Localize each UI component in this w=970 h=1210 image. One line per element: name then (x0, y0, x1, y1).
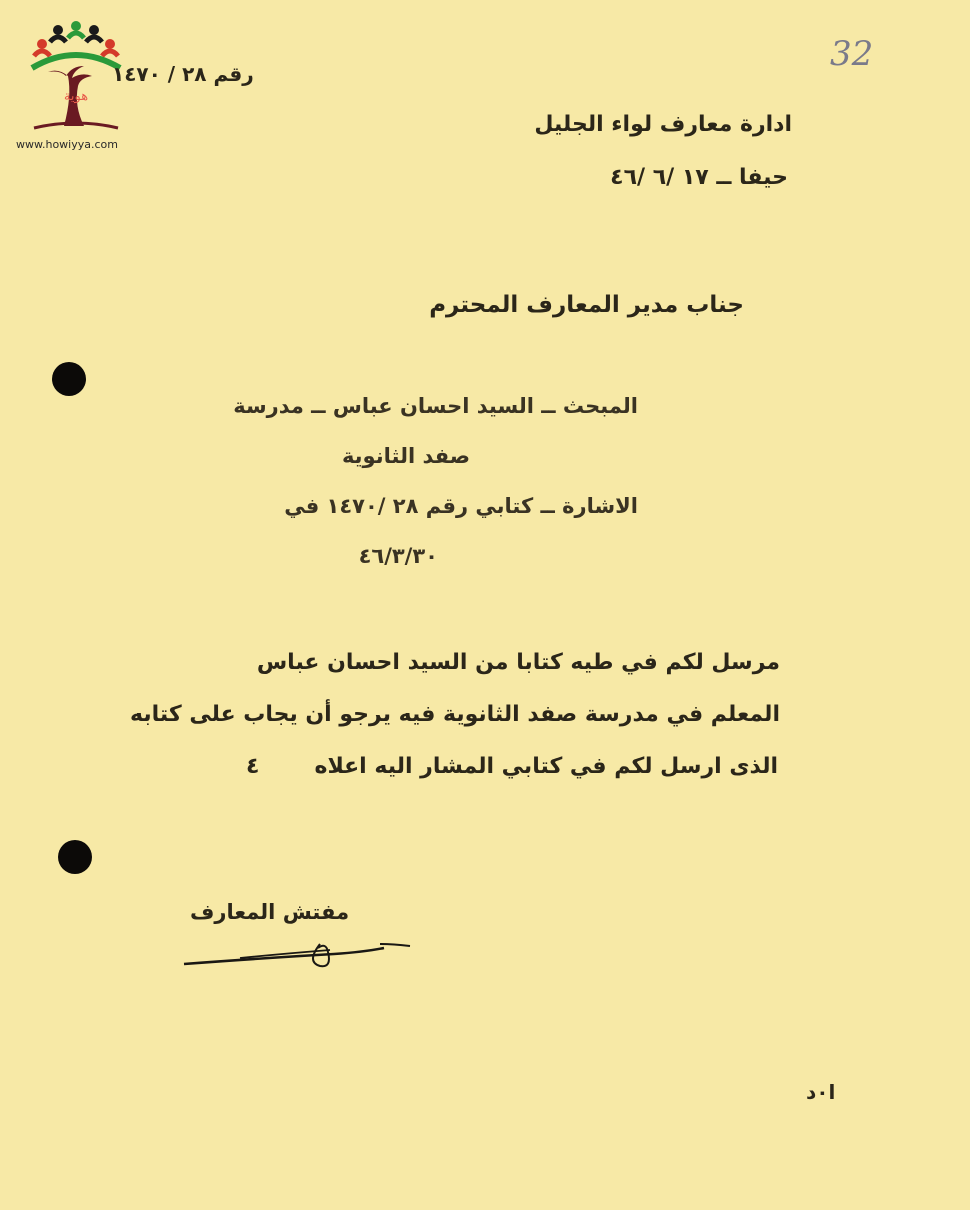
howiyya-logo (14, 16, 138, 156)
punch-hole-bottom (58, 840, 92, 874)
reference-number: رقم ٢٨ / ١٤٧٠ (112, 62, 254, 86)
logo-url: www.howiyya.com (16, 138, 118, 151)
place-date: حيفا ــ ١٧ /٦ /٤٦ (610, 165, 788, 190)
addressee: جناب مدير المعارف المحترم (429, 292, 744, 318)
body-line-3: الذى ارسل لكم في كتابي المشار اليه اعلاه (314, 754, 778, 779)
page-number: 32 (830, 34, 874, 74)
logo-brand-text: هوية (63, 89, 89, 104)
footer-initials: ا٠د (806, 1080, 836, 1104)
handwritten-signature (180, 930, 420, 980)
body-end-mark: ٤ (246, 754, 260, 779)
signature-title: مفتش المعارف (190, 900, 350, 924)
subject-line-4: ٤٦/٣/٣٠ (358, 544, 438, 568)
punch-hole-top (52, 362, 86, 396)
department-name: ادارة معارف لواء الجليل (534, 112, 792, 137)
body-line-2: المعلم في مدرسة صفد الثانوية فيه يرجو أن يجاب على كتابه (130, 702, 780, 727)
body-line-1: مرسل لكم في طيه كتابا من السيد احسان عباس (256, 650, 780, 675)
subject-line-1: المبحث ــ السيد احسان عباس ــ مدرسة (233, 394, 638, 418)
subject-line-3: الاشارة ــ كتابي رقم ٢٨ /١٤٧٠ في (284, 494, 638, 518)
subject-line-2: صفد الثانوية (341, 444, 470, 468)
